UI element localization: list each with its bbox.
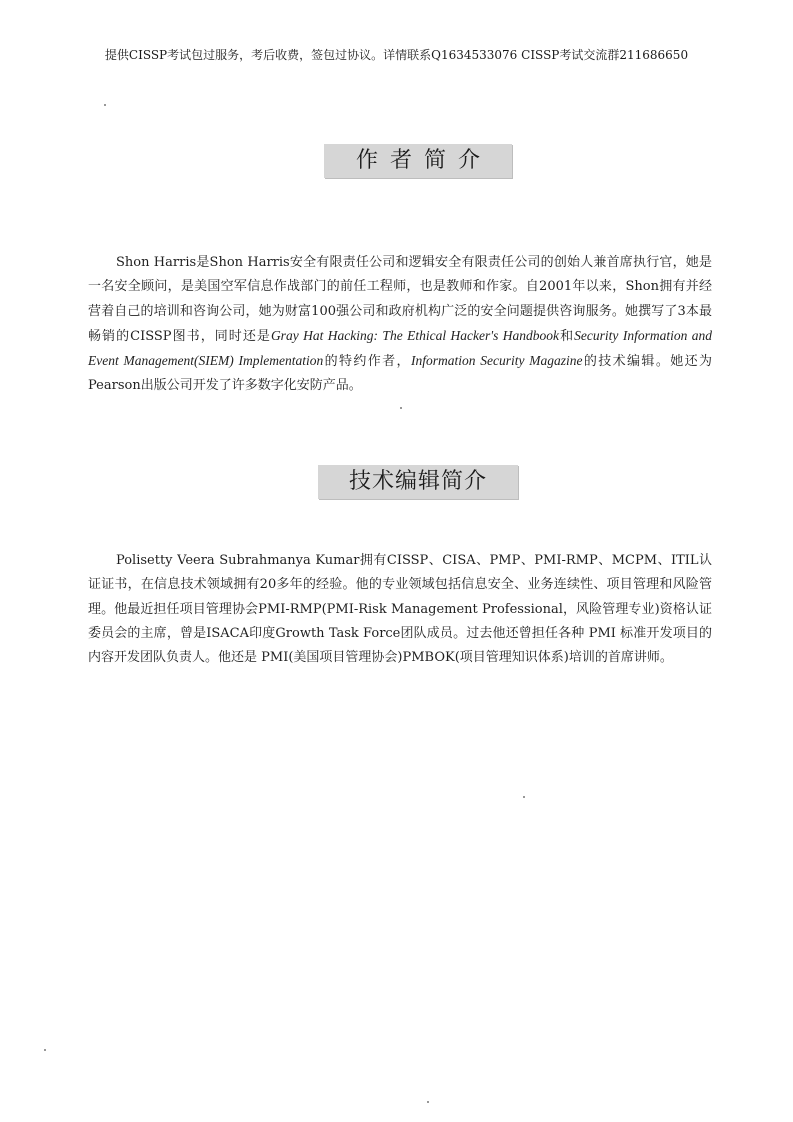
tech-editor-paragraph: Polisetty Veera Subrahmanya Kumar拥有CISSP、CISA、PMP、PMI-RMP、MCPM、ITIL认证证书，在信息技术领域拥有20多年的经验。他的专业领域包括信息安全、业务连续性、项目管理和风险管理。他最近担任项目管理协会PMI-RMP(PMI-Risk Management Professional，风险管理专业)资格认证委员会的主席，曾是ISACA印度Growth Task Force团队成员。过去他还曾担任各种 PMI 标准开发项目的内容开发团队负责人。他还是 PMI(美国项目管理协会)PMBOK(项目管理知识体系)培训的首席讲师。 (88, 553, 712, 666)
book-title-siem: Security Information and Event Management(SIEM) Implementation (88, 327, 712, 369)
scan-speck (400, 407, 402, 409)
author-intro-heading: 作者简介 (324, 144, 512, 178)
author-text-part4: 的技术编辑。她还为Pearson出版公司开发了许多数字化安防产品。 (88, 354, 712, 394)
author-text-part2: 和 (559, 328, 575, 344)
top-banner-text: 提供CISSP考试包过服务，考后收费，签包过协议。详情联系Q1634533076 CISSP考试交流群211686650 (104, 48, 689, 62)
magazine-title: Information Security Magazine (410, 353, 583, 369)
book-title-gray-hat: Gray Hat Hacking: The Ethical Hacker's Handbook (270, 327, 560, 343)
author-intro-paragraph (88, 251, 712, 399)
scan-speck (523, 796, 525, 798)
scan-speck (427, 1101, 429, 1103)
author-text-part1: Shon Harris是Shon Harris安全有限责任公司和逻辑安全有限责任公司的创始人兼首席执行官，她是一名安全顾问，是美国空军信息作战部门的前任工程师，也是教师和作家。自2001年以来，Shon拥有并经营着自己的培训和咨询公司，她为财富100强公司和政府机构广泛的安全问题提供咨询服务。她撰写了3本最畅销的CISSP图书，同时还是 (88, 255, 712, 344)
scan-speck (44, 1049, 46, 1051)
scan-speck (104, 104, 106, 106)
author-text-part3: 的特约作者， (323, 354, 411, 370)
tech-editor-heading: 技术编辑简介 (318, 465, 518, 499)
